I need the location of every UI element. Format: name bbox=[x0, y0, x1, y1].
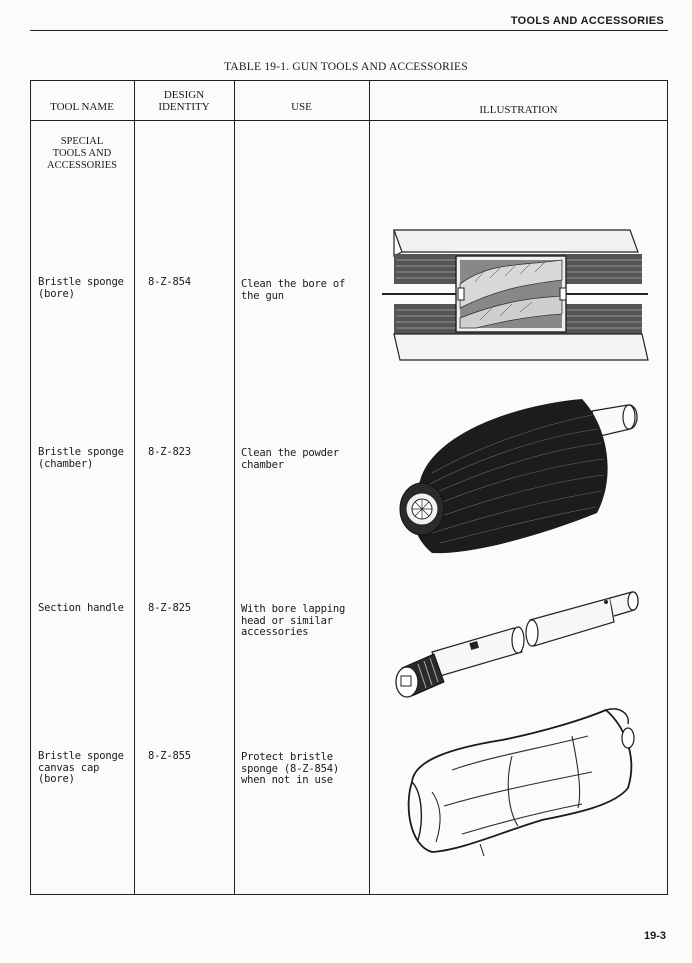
bristle-sponge-bore-illustration bbox=[380, 222, 650, 372]
page-number: 19-3 bbox=[643, 930, 666, 942]
section-heading: SPECIAL TOOLS AND ACCESSORIES bbox=[46, 136, 118, 171]
use-cell: Clean the bore of the gun bbox=[241, 278, 346, 302]
bristle-sponge-chamber-illustration bbox=[392, 385, 652, 565]
col-header-use: USE bbox=[291, 101, 312, 113]
use-cell: With bore lapping head or similar accessories bbox=[241, 603, 346, 638]
use-cell: Protect bristle sponge (8-Z-854) when not in use bbox=[241, 751, 339, 786]
running-head: TOOLS AND ACCESSORIES bbox=[510, 15, 664, 27]
tool-name-cell: Bristle sponge canvas cap (bore) bbox=[38, 750, 124, 785]
use-cell: Clean the powder chamber bbox=[241, 447, 339, 471]
tool-name-cell: Section handle bbox=[38, 602, 124, 614]
design-identity-cell: 8-Z-823 bbox=[148, 446, 191, 458]
header-divider bbox=[30, 120, 668, 121]
column-divider bbox=[234, 80, 235, 895]
col-header-tool-name: TOOL NAME bbox=[50, 101, 114, 113]
tool-name-cell: Bristle sponge (bore) bbox=[38, 276, 124, 300]
col-header-illustration: ILLUSTRATION bbox=[479, 104, 558, 116]
tool-name-cell: Bristle sponge (chamber) bbox=[38, 446, 124, 470]
design-identity-cell: 8-Z-854 bbox=[148, 276, 191, 288]
col-header-design-identity: DESIGN IDENTITY bbox=[158, 89, 210, 113]
design-identity-cell: 8-Z-855 bbox=[148, 750, 191, 762]
design-identity-cell: 8-Z-825 bbox=[148, 602, 191, 614]
canvas-cap-illustration bbox=[392, 696, 654, 866]
table-title: TABLE 19-1. GUN TOOLS AND ACCESSORIES bbox=[224, 61, 468, 73]
column-divider bbox=[134, 80, 135, 895]
section-handle-illustration bbox=[388, 572, 658, 712]
column-divider bbox=[369, 80, 370, 895]
header-rule bbox=[30, 30, 668, 31]
